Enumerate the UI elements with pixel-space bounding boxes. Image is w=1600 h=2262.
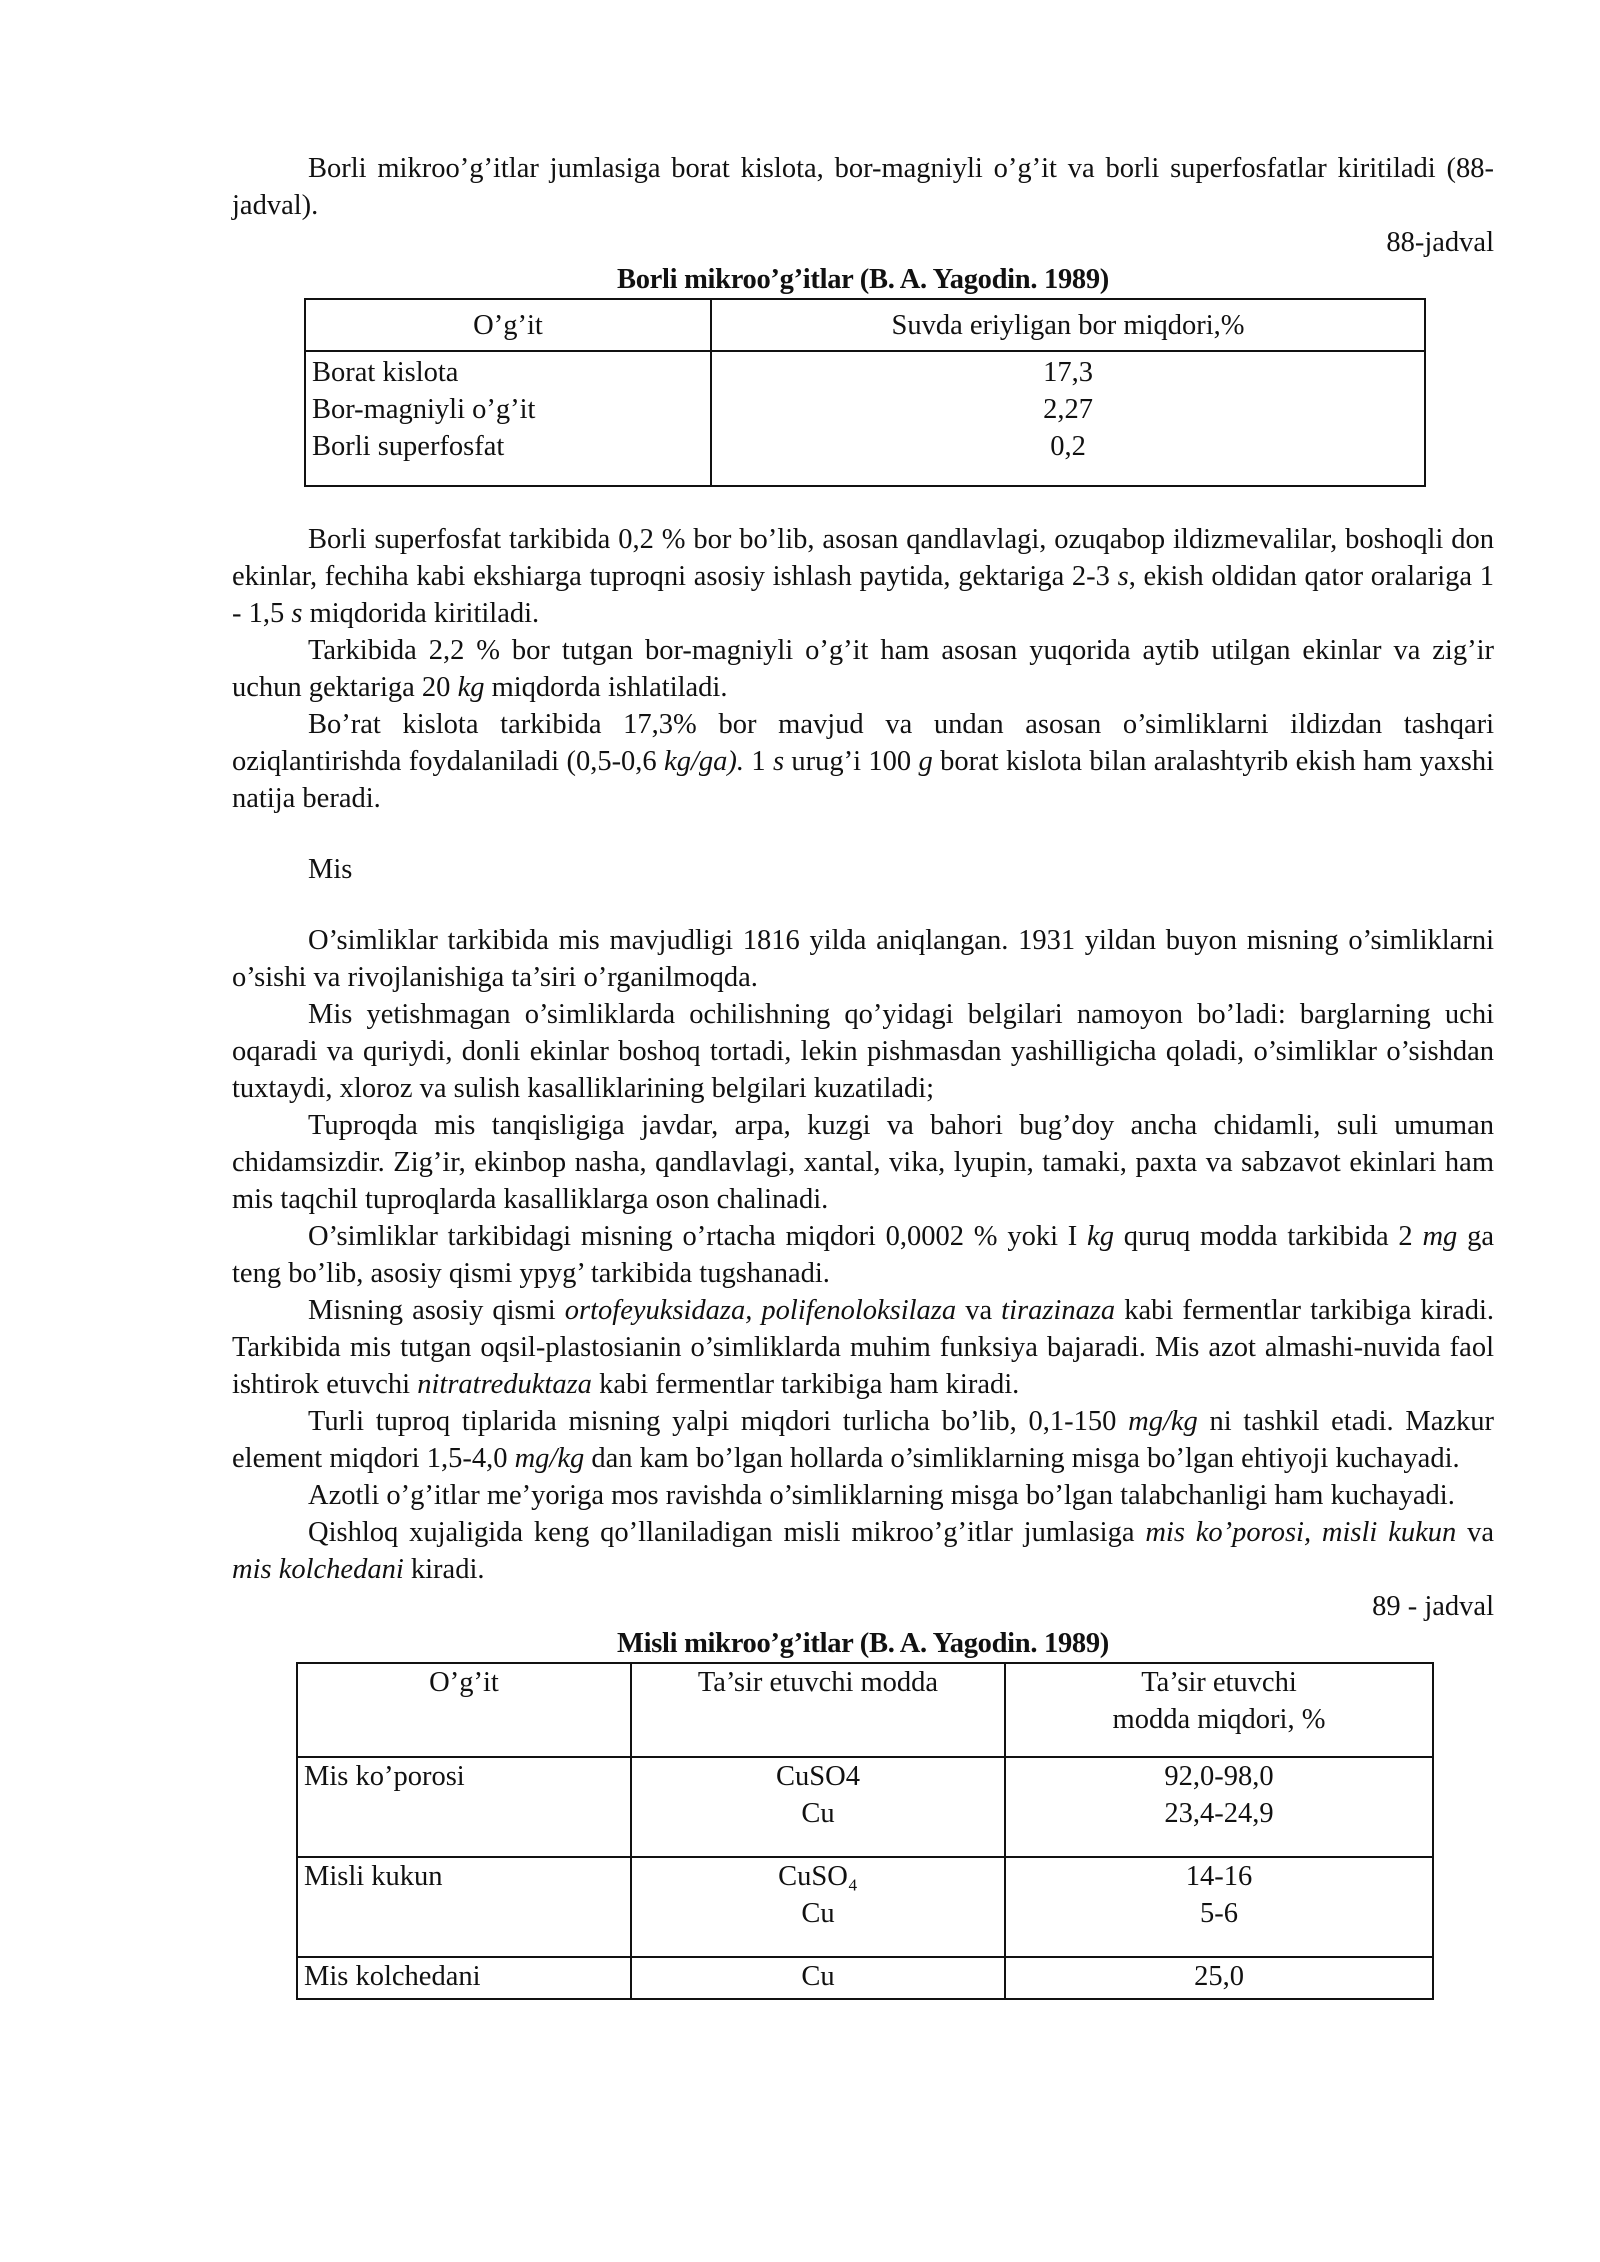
document-page	[232, 150, 1494, 2000]
table-89-header-amount: Ta’sir etuvchi modda miqdori, %	[1005, 1663, 1433, 1757]
mis-paragraph-8: Qishloq xujaligida keng qo’llaniladigan misli mikroo’g’itlar jumlasiga mis ko’porosi, misli kukun va mis kolchedani kiradi.	[232, 1517, 1494, 1585]
table-89-row-substances: Cu	[631, 1957, 1005, 1999]
table-88-header-fertilizer: O’g’it	[305, 299, 711, 351]
bor-paragraph-3: Bo’rat kislota tarkibida 17,3% bor mavjud va undan asosan o’simliklarni ildizdan tashqari oziqlantirishda foydalaniladi (0,5-0,6 kg/ga). 1 s urug’i 100 g borat kislota bilan aralashtyrib ekish ham yaxshi natija beradi.	[232, 709, 1494, 814]
mis-paragraph-7: Azotli o’g’itlar me’yoriga mos ravishda o’simliklarning misga bo’lgan talabchanligi ham kuchayadi.	[308, 1480, 1455, 1511]
table-89-header-substance: Ta’sir etuvchi modda	[631, 1663, 1005, 1757]
table-89-number: 89 - jadval	[1372, 1591, 1494, 1622]
table-88-body-row	[305, 351, 1425, 486]
bor-paragraph-2: Tarkibida 2,2 % bor tutgan bor-magniyli o’g’it ham asosan yuqorida aytib utilgan ekinlar va zig’ir uchun gektariga 20 kg miqdorda ishlatiladi.	[232, 635, 1494, 703]
table-88-row-value: 17,3	[1043, 357, 1093, 388]
table-row	[297, 1757, 1433, 1857]
table-row	[297, 1857, 1433, 1957]
table-89-header-fertilizer: O’g’it	[297, 1663, 631, 1757]
mis-paragraph-2: Mis yetishmagan o’simliklarda ochilishning qo’yidagi belgilari namoyon bo’ladi: barglarning uchi oqaradi va quriydi, donli ekinlar boshoq tortadi, lekin pishmasdan yashilligicha qoladi, o’simliklar o’sishdan tuxtaydi, xloroz va sulish kasalliklarining belgilari kuzatiladi;	[232, 999, 1494, 1104]
table-89-row-amounts: 25,0	[1005, 1957, 1433, 1999]
section-heading-mis: Mis	[308, 854, 353, 885]
table-89-row-substances: CuSO₄ Cu	[631, 1857, 1005, 1957]
table-88-header-boron: Suvda eriyligan bor miqdori,%	[711, 299, 1425, 351]
table-88-title: Borli mikroo’g’itlar (B. A. Yagodin. 1989)	[617, 264, 1109, 295]
table-89-row-amounts: 92,0-98,0 23,4-24,9	[1005, 1757, 1433, 1857]
table-89-row-substances: CuSO4 Cu	[631, 1757, 1005, 1857]
table-88-values-cell	[711, 351, 1425, 486]
table-89-row-amounts: 14-16 5-6	[1005, 1857, 1433, 1957]
table-88-row-value: 2,27	[1043, 394, 1093, 425]
table-89-row-name: Mis ko’porosi	[297, 1757, 631, 1857]
mis-paragraph-4: O’simliklar tarkibidagi misning o’rtacha miqdori 0,0002 % yoki I kg quruq modda tarkibida 2 mg ga teng bo’lib, asosiy qismi ypyg’ tarkibida tugshanadi.	[232, 1221, 1494, 1289]
table-89	[296, 1662, 1434, 2000]
table-89-header-row	[297, 1663, 1433, 1757]
mis-paragraph-6: Turli tuproq tiplarida misning yalpi miqdori turlicha bo’lib, 0,1-150 mg/kg ni tashkil etadi. Mazkur element miqdori 1,5-4,0 mg/kg dan kam bo’lgan hollarda o’simliklarning misga bo’lgan ehtiyoji kuchayadi.	[232, 1406, 1495, 1474]
table-89-title: Misli mikroo’g’itlar (B. A. Yagodin. 1989)	[617, 1628, 1109, 1659]
table-88-names-cell	[305, 351, 711, 486]
table-88-number: 88-jadval	[1386, 227, 1494, 258]
mis-paragraph-1: O’simliklar tarkibida mis mavjudligi 1816 yilda aniqlangan. 1931 yildan buyon misning o’simliklarni o’sishi va rivojlanishiga ta’siri o’rganilmoqda.	[232, 925, 1494, 993]
bor-paragraph-1: Borli superfosfat tarkibida 0,2 % bor bo’lib, asosan qandlavlagi, ozuqabop ildizmevalilar, boshoqli don ekinlar, fechiha kabi ekshiarga tuproqni asosiy ishlash paytida, gektariga 2-3 s, ekish oldidan qator oralariga 1 - 1,5 s miqdorida kiritiladi.	[232, 524, 1494, 629]
table-88-header-row	[305, 299, 1425, 351]
table-89-row-name: Mis kolchedani	[297, 1957, 631, 1999]
mis-paragraph-3: Tuproqda mis tanqisligiga javdar, arpa, kuzgi va bahori bug’doy ancha chidamli, suli umuman chidamsizdir. Zig’ir, ekinbop nasha, qandlavlagi, xantal, vika, lyupin, tamaki, paxta va sabzavot ekinlari ham mis taqchil tuproqlarda kasalliklarga oson chalinadi.	[232, 1110, 1494, 1215]
mis-paragraph-5: Misning asosiy qismi ortofeyuksidaza, polifenoloksilaza va tirazinaza kabi fermentlar tarkibiga kiradi. Tarkibida mis tutgan oqsil-plastosianin o’simliklarda muhim funksiya bajaradi. Mis azot almashi-nuvida faol ishtirok etuvchi nitratreduktaza kabi fermentlar tarkibiga ham kiradi.	[232, 1295, 1495, 1400]
table-88-row-value: 0,2	[1050, 431, 1086, 462]
table-88-row-name: Bor-magniyli o’g’it	[312, 394, 536, 425]
table-88-row-name: Borat kislota	[312, 357, 459, 388]
table-88-row-name: Borli superfosfat	[312, 431, 505, 462]
intro-paragraph: Borli mikroo’g’itlar jumlasiga borat kislota, bor-magniyli o’g’it va borli superfosfatlar kiritiladi (88-jadval).	[232, 153, 1494, 221]
table-88	[304, 298, 1426, 487]
table-89-row-name: Misli kukun	[297, 1857, 631, 1957]
table-row	[297, 1957, 1433, 1999]
